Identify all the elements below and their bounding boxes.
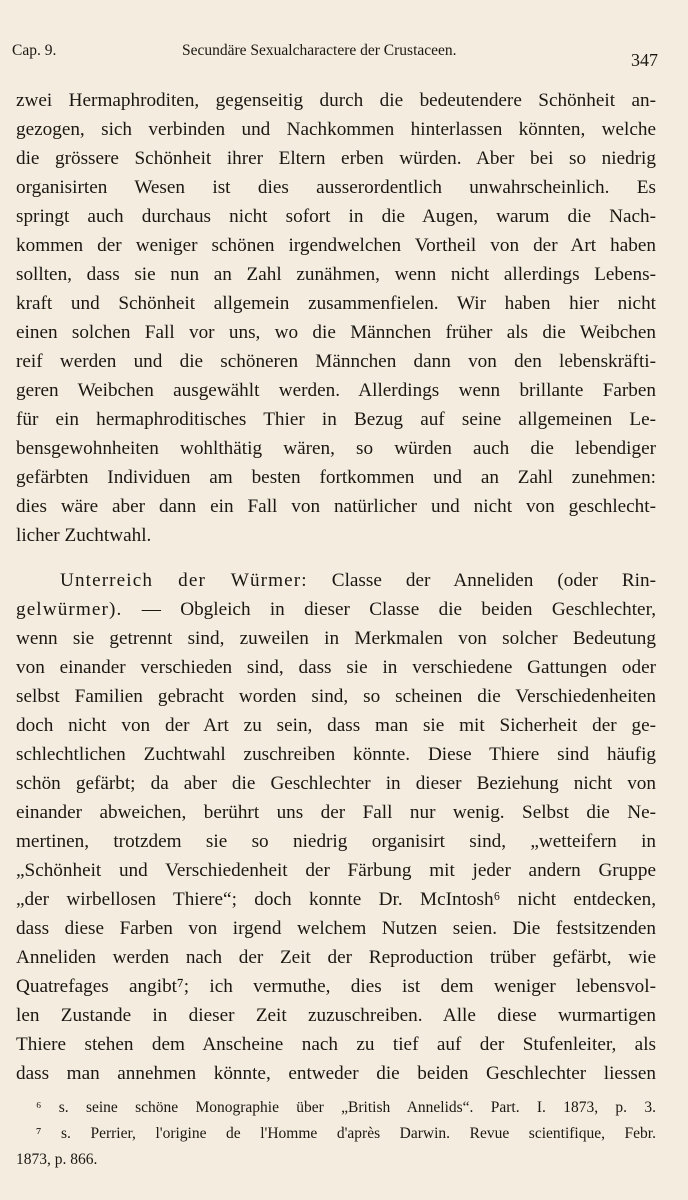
text-segment: — Obgleich in dieser Classe die beiden Geschlechter, <box>141 599 656 620</box>
text-line: schön gefärbt; da aber die Geschlechter in dieser Beziehung nicht von <box>16 773 656 794</box>
text-line: selbst Familien gebracht worden sind, so scheinen die Verschiedenheiten <box>16 686 656 707</box>
text-line: kommen der weniger schönen irgendwelchen Vortheil von der Art haben <box>16 235 656 256</box>
running-header <box>12 42 658 70</box>
footnote-7: ⁷ s. Perrier, l'origine de l'Homme d'après Darwin. Revue scientifique, Febr. <box>36 1125 656 1142</box>
paragraph-hermaphrodites <box>16 86 656 550</box>
text-line: von einander verschieden sind, dass sie in verschiedene Gattungen oder <box>16 657 656 678</box>
text-line: gezogen, sich verbinden und Nachkommen hinterlassen könnten, welche <box>16 119 656 140</box>
text-line: reif werden und die schöneren Männchen dann von den lebenskräfti- <box>16 351 656 372</box>
text-line: einen solchen Fall vor uns, wo die Männchen früher als die Weibchen <box>16 322 656 343</box>
section-heading: Unterreich der Würmer: <box>60 570 308 591</box>
text-line: len Zustande in dieser Zeit zuzuschreiben. Alle diese wurmartigen <box>16 1005 656 1026</box>
heading-continuation: gelwürmer). <box>16 599 123 620</box>
text-line: wenn sie getrennt sind, zuweilen in Merkmalen von solcher Bedeutung <box>16 628 656 649</box>
text-line: die grössere Schönheit ihrer Eltern erben würden. Aber bei so niedrig <box>16 148 656 169</box>
text-line: gefärbten Individuen am besten fortkommen und an Zahl zunehmen: <box>16 467 656 488</box>
text-line: organisirten Wesen ist dies ausserordentlich unwahrscheinlich. Es <box>16 177 656 198</box>
text-line: Anneliden werden nach der Zeit der Reproduction trüber gefärbt, wie <box>16 947 656 968</box>
text-segment: Classe der Anneliden (oder Rin- <box>331 570 656 591</box>
page-number: 347 <box>631 50 658 70</box>
text-line: dies wäre aber dann ein Fall von natürlicher und nicht von geschlecht- <box>16 496 656 517</box>
text-line: doch nicht von der Art zu sein, dass man sie mit Sicherheit der ge- <box>16 715 656 736</box>
text-line: einander abweichen, berührt uns der Fall nur wenig. Selbst die Ne- <box>16 802 656 823</box>
text-line: schlechtlichen Zuchtwahl zuschreiben könnte. Diese Thiere sind häufig <box>16 744 656 765</box>
text-line: „Schönheit und Verschiedenheit der Färbung mit jeder andern Gruppe <box>16 860 656 881</box>
text-line: licher Zuchtwahl. <box>16 525 152 546</box>
text-line: dass diese Farben von irgend welchem Nutzen seien. Die festsitzenden <box>16 918 656 939</box>
footnote-6: ⁶ s. seine schöne Monographie über „British Annelids“. Part. I. 1873, p. 3. <box>36 1099 656 1116</box>
text-line: kraft und Schönheit allgemein zusammenfielen. Wir haben hier nicht <box>16 293 656 314</box>
text-line <box>16 595 656 624</box>
paragraph-worms <box>16 566 656 1088</box>
section-heading-line <box>16 566 656 595</box>
text-line: geren Weibchen ausgewählt werden. Allerdings wenn brillante Farben <box>16 380 656 401</box>
text-line: mertinen, trotzdem sie so niedrig organisirt sind, „wetteifern in <box>16 831 656 852</box>
text-line: bensgewohnheiten wohlthätig wären, so würden auch die lebendiger <box>16 438 656 459</box>
footnotes <box>16 1095 656 1173</box>
text-line: dass man annehmen könnte, entweder die beiden Geschlechter liessen <box>16 1063 656 1084</box>
footnote-7-continuation: 1873, p. 866. <box>16 1151 98 1168</box>
text-line: zwei Hermaphroditen, gegenseitig durch die bedeutendere Schönheit an- <box>16 90 656 111</box>
text-line: springt auch durchaus nicht sofort in die Augen, warum die Nach- <box>16 206 656 227</box>
text-line: für ein hermaphroditisches Thier in Bezug auf seine allgemeinen Le- <box>16 409 656 430</box>
text-line: „der wirbellosen Thiere“; doch konnte Dr. McIntosh⁶ nicht entdecken, <box>16 889 656 910</box>
text-line: Thiere stehen dem Anscheine nach zu tief auf der Stufenleiter, als <box>16 1034 656 1055</box>
running-title: Secundäre Sexualcharactere der Crustaceen. <box>182 42 457 59</box>
text-line: Quatrefages angibt⁷; ich vermuthe, dies ist dem weniger lebensvol- <box>16 976 656 997</box>
chapter-label: Cap. 9. <box>12 42 57 59</box>
text-line: sollten, dass sie nun an Zahl zunähmen, wenn nicht allerdings Lebens- <box>16 264 656 285</box>
